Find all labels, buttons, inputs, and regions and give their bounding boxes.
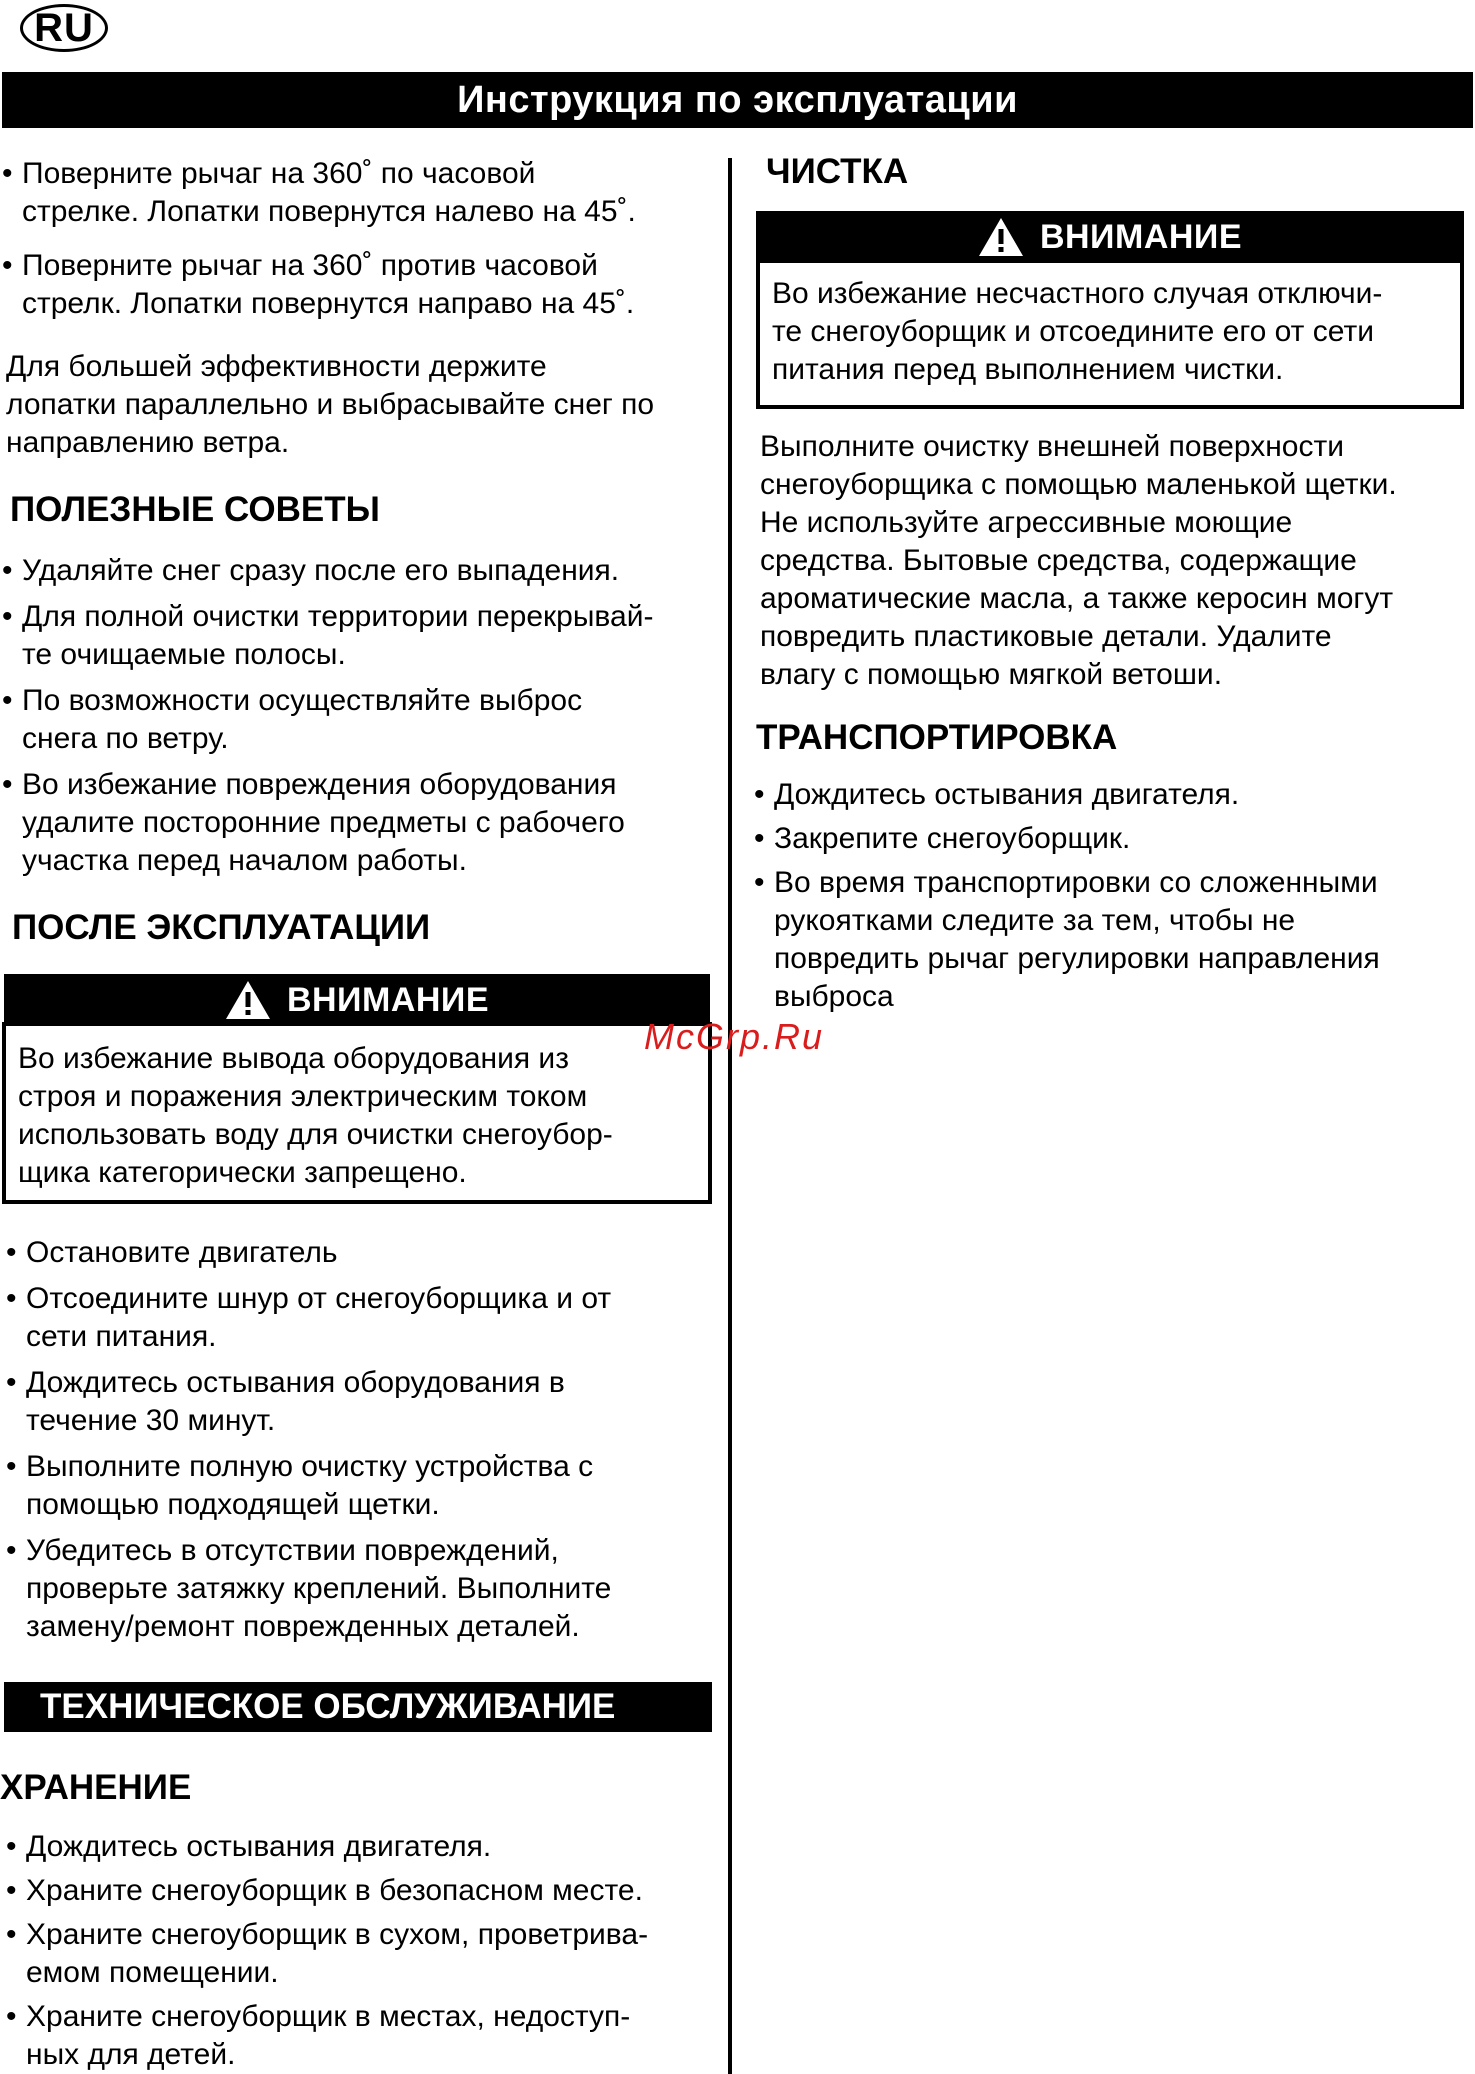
after-use-warning-label: ВНИМАНИЕ (286, 980, 490, 1019)
list-item (2, 598, 722, 674)
text-line: повредить пластиковые детали. Удалите (760, 620, 1332, 653)
text-line: средства. Бытовые средства, содержащие (760, 544, 1357, 577)
text-line: использовать воду для очистки снегоубор- (18, 1118, 613, 1151)
text-line: строя и поражения электрическим током (18, 1080, 588, 1113)
list-item-line: ных для детей. (26, 2038, 236, 2071)
list-item-line: стрелке. Лопатки повернутся налево на 45˚. (22, 195, 636, 228)
warning-triangle-icon (225, 979, 271, 1021)
list-item-line: сети питания. (26, 1320, 217, 1353)
list-item (6, 1532, 722, 1646)
list-item-line: • Храните снегоуборщик в сухом, проветрива- (26, 1918, 649, 1951)
text-line: питания перед выполнением чистки. (772, 353, 1284, 386)
cleaning-paragraph (760, 428, 1397, 694)
cleaning-warning-header (756, 211, 1464, 263)
warning-triangle-icon (978, 216, 1024, 258)
text-line: те снегоуборщик и отсоедините его от сети (772, 315, 1374, 348)
list-item (2, 766, 722, 880)
cleaning-warning-box (756, 259, 1464, 409)
maintenance-heading (4, 1682, 712, 1732)
after-use-steps (6, 1234, 722, 1646)
list-item-line: • Дождитесь остывания оборудования в (26, 1366, 565, 1399)
list-item-line: • Дождитесь остывания двигателя. (26, 1830, 492, 1863)
page-title-text: Инструкция по эксплуатации (457, 78, 1018, 121)
text-line: Выполните очистку внешней поверхности (760, 430, 1344, 463)
list-item (6, 1280, 722, 1356)
list-item (754, 820, 1466, 858)
list-item-line: емом помещении. (26, 1956, 279, 1989)
text-line: лопатки параллельно и выбрасывайте снег по (6, 388, 655, 421)
list-item (754, 776, 1466, 814)
list-item-line: рукоятками следите за тем, чтобы не (774, 904, 1296, 937)
list-item-line: выброса (774, 980, 894, 1013)
list-item-line: повредить рычаг регулировки направления (774, 942, 1380, 975)
list-item (6, 1364, 722, 1440)
intro-paragraph (6, 348, 654, 462)
tips-list (2, 552, 722, 880)
list-item (6, 1872, 722, 1910)
list-item (6, 1916, 722, 1992)
text-line: Для большей эффективности держите (6, 350, 547, 383)
list-item-line: помощью подходящей щетки. (26, 1488, 440, 1521)
cleaning-warning-text (760, 275, 1460, 389)
cleaning-warning-label: ВНИМАНИЕ (1039, 217, 1243, 256)
storage-heading: ХРАНЕНИЕ (0, 1768, 192, 1807)
list-item-line: • Храните снегоуборщик в безопасном месте. (26, 1874, 643, 1907)
list-item-line: • Остановите двигатель (26, 1236, 338, 1269)
transport-list (754, 776, 1466, 1016)
text-line: Во избежание вывода оборудования из (18, 1042, 569, 1075)
list-item (6, 1448, 722, 1524)
column-divider (728, 158, 732, 2074)
transport-heading: ТРАНСПОРТИРОВКА (756, 718, 1118, 757)
list-item (2, 682, 722, 758)
list-item-line: • Выполните полную очистку устройства с (26, 1450, 594, 1483)
list-item-line: • Закрепите снегоуборщик. (774, 822, 1131, 855)
list-item-line: проверьте затяжку креплений. Выполните (26, 1572, 612, 1605)
list-item (6, 1828, 722, 1866)
list-item (2, 552, 722, 590)
list-item-line: удалите посторонние предметы с рабочего (22, 806, 625, 839)
after-use-heading: ПОСЛЕ ЭКСПЛУАТАЦИИ (12, 908, 431, 947)
text-line: влагу с помощью мягкой ветоши. (760, 658, 1223, 691)
list-item-line: течение 30 минут. (26, 1404, 276, 1437)
list-item (2, 247, 722, 323)
list-item-line: участка перед началом работы. (22, 844, 467, 877)
list-item-line: стрелк. Лопатки повернутся направо на 45˚. (22, 287, 635, 320)
text-line: щика категорически запрещено. (18, 1156, 467, 1189)
text-line: Во избежание несчастного случая отключи- (772, 277, 1383, 310)
watermark: McGrp.Ru (644, 1016, 825, 1057)
list-item-line: • Поверните рычаг на 360˚ по часовой (22, 157, 536, 190)
list-item (6, 1998, 722, 2074)
list-item (2, 155, 722, 231)
list-item-line: • Во избежание повреждения оборудования (22, 768, 617, 801)
list-item-line: • Убедитесь в отсутствии повреждений, (26, 1534, 559, 1567)
page-title (2, 72, 1473, 128)
language-badge: RU (20, 4, 108, 52)
text-line: ароматические масла, а также керосин могут (760, 582, 1394, 615)
list-item (754, 864, 1466, 1016)
text-line: снегоуборщика с помощью маленькой щетки. (760, 468, 1397, 501)
list-item-line: замену/ремонт поврежденных деталей. (26, 1610, 580, 1643)
list-item-line: снега по ветру. (22, 722, 229, 755)
tips-heading: ПОЛЕЗНЫЕ СОВЕТЫ (10, 490, 380, 529)
maintenance-heading-text: ТЕХНИЧЕСКОЕ ОБСЛУЖИВАНИЕ (40, 1687, 616, 1726)
text-line: направлению ветра. (6, 426, 290, 459)
list-item-line: те очищаемые полосы. (22, 638, 346, 671)
list-item-line: • Во время транспортировки со сложенными (774, 866, 1378, 899)
list-item-line: • По возможности осуществляйте выброс (22, 684, 583, 717)
list-item-line: • Поверните рычаг на 360˚ против часовой (22, 249, 598, 282)
list-item-line: • Дождитесь остывания двигателя. (774, 778, 1240, 811)
list-item-line: • Для полной очистки территории перекрывай- (22, 600, 654, 633)
list-item (6, 1234, 722, 1272)
list-item-line: • Храните снегоуборщик в местах, недоступ- (26, 2000, 631, 2033)
text-line: Не используйте агрессивные моющие (760, 506, 1293, 539)
after-use-warning-box (2, 1022, 712, 1204)
after-use-warning-header (4, 974, 710, 1026)
storage-list (6, 1828, 722, 2074)
list-item-line: • Отсоедините шнур от снегоуборщика и от (26, 1282, 612, 1315)
list-item-line: • Удаляйте снег сразу после его выпадения. (22, 554, 620, 587)
cleaning-heading: ЧИСТКА (766, 152, 909, 191)
after-use-warning-text (6, 1040, 708, 1192)
intro-bullets (2, 155, 722, 323)
